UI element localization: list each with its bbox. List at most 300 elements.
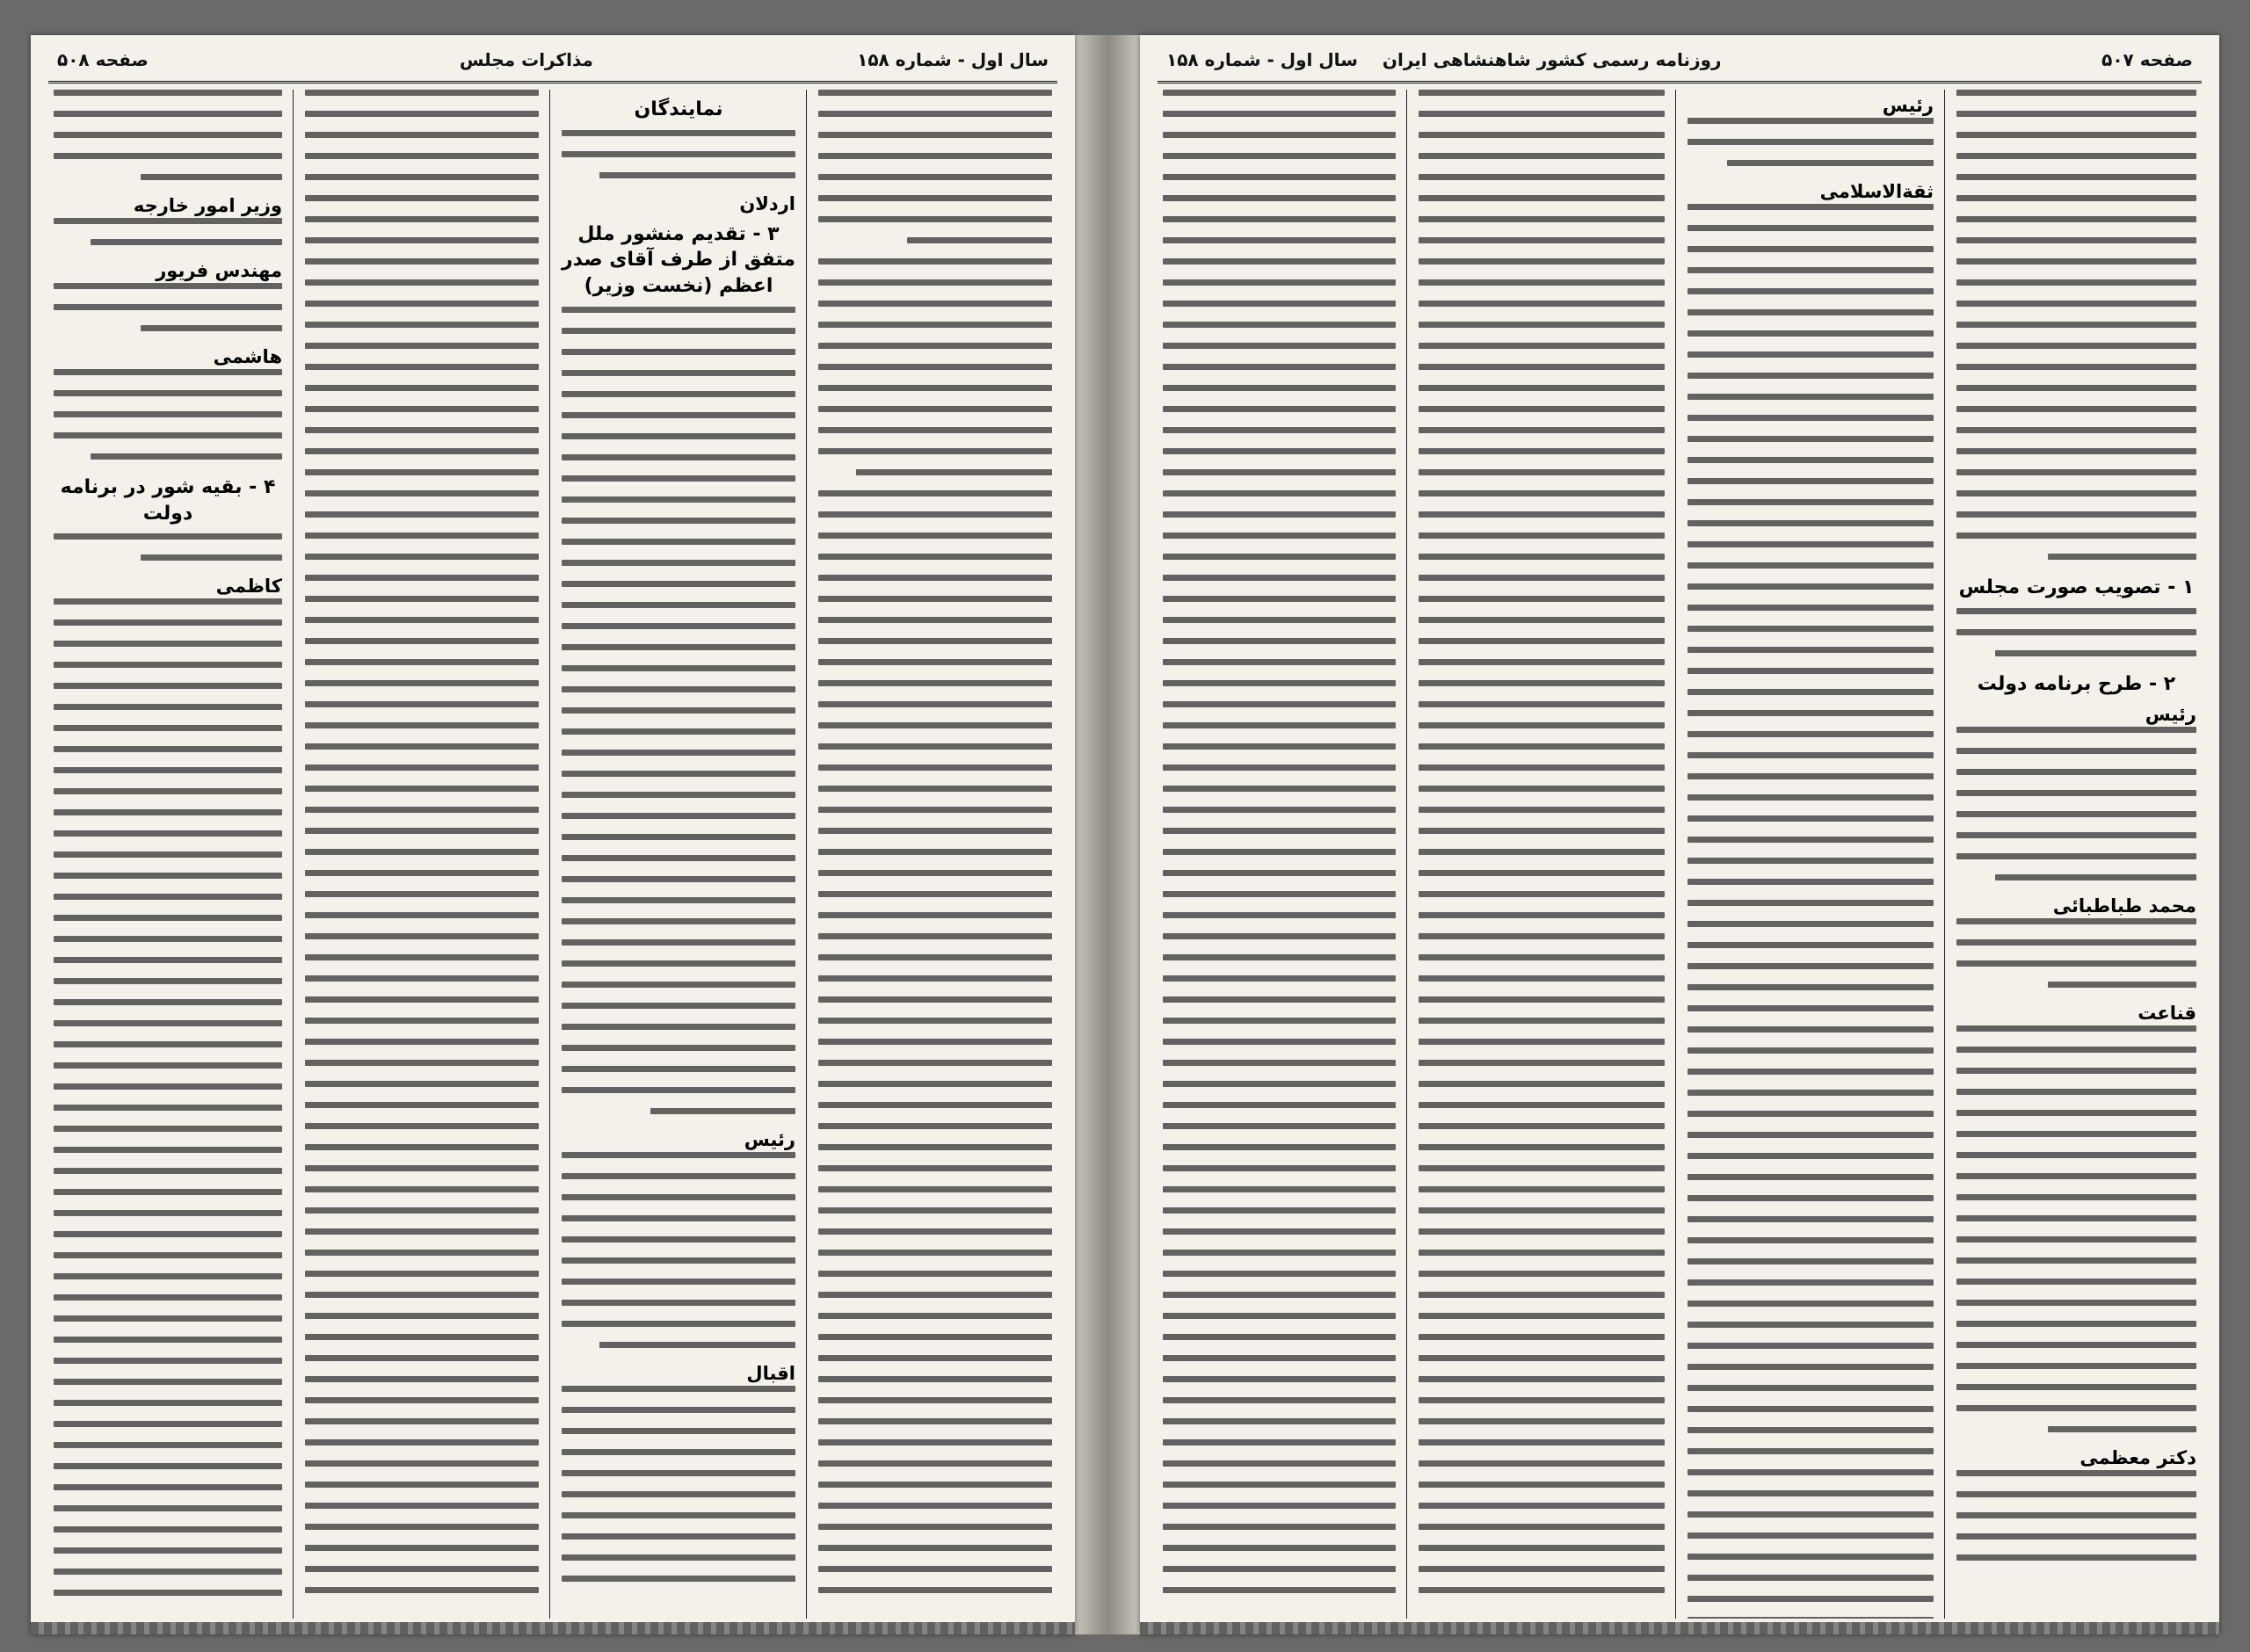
text-line <box>1419 975 1665 982</box>
text-line <box>1163 1545 1396 1551</box>
text-line <box>1419 849 1665 855</box>
text-line <box>1956 1047 2196 1053</box>
text-line <box>1163 743 1396 750</box>
text-line <box>562 1576 795 1582</box>
text-line <box>1956 1512 2196 1518</box>
text-line <box>1419 406 1665 412</box>
text-line <box>54 598 282 605</box>
text-line <box>1163 364 1396 370</box>
text-line <box>1956 769 2196 775</box>
text-line <box>305 385 539 391</box>
text-line <box>54 1379 282 1385</box>
text-block <box>562 307 795 1114</box>
text-line <box>1956 533 2196 539</box>
text-line <box>1956 608 2196 614</box>
text-line <box>562 855 795 861</box>
text-line <box>1163 764 1396 771</box>
text-line <box>1956 1470 2196 1476</box>
text-line <box>54 1062 282 1069</box>
text-line <box>305 364 539 370</box>
text-line <box>1419 1397 1665 1403</box>
text-line <box>562 454 795 460</box>
text-line <box>1688 1469 1934 1475</box>
text-line <box>1163 237 1396 243</box>
speaker-name: اقبال <box>746 1362 795 1384</box>
text-line <box>1163 1102 1396 1108</box>
text-line <box>54 704 282 710</box>
text-line <box>818 1355 1052 1361</box>
text-line <box>599 1342 795 1348</box>
text-line <box>1956 1068 2196 1074</box>
text-line <box>562 433 795 439</box>
text-line <box>1163 596 1396 602</box>
text-line <box>54 369 282 375</box>
text-line <box>818 132 1052 138</box>
text-line <box>1688 773 1934 779</box>
text-line <box>305 701 539 707</box>
text-line <box>1163 1165 1396 1171</box>
text-line <box>562 750 795 756</box>
text-line <box>1688 478 1934 484</box>
text-line <box>818 1545 1052 1551</box>
text-line <box>1956 322 2196 328</box>
text-line <box>1956 727 2196 733</box>
text-line <box>54 978 282 984</box>
text-line <box>562 475 795 482</box>
text-line <box>1688 1364 1934 1370</box>
text-line <box>1688 815 1934 822</box>
text-line <box>818 638 1052 644</box>
text-line <box>54 132 282 138</box>
text-line <box>1419 1018 1665 1024</box>
text-line <box>818 1060 1052 1066</box>
text-block <box>1956 90 2196 560</box>
text-line <box>1419 1418 1665 1424</box>
text-line <box>1727 160 1934 166</box>
text-line <box>562 560 795 566</box>
text-line <box>305 849 539 855</box>
text-line <box>1956 385 2196 391</box>
text-line <box>1688 267 1934 273</box>
right-page <box>1140 35 2219 1634</box>
text-line <box>305 427 539 433</box>
text-line <box>818 1587 1052 1593</box>
speaker-name: قناعت <box>2138 1003 2196 1025</box>
text-block <box>1163 90 1396 1593</box>
text-block <box>1419 90 1665 1593</box>
text-line <box>1163 1439 1396 1446</box>
text-line <box>54 641 282 647</box>
text-line <box>1956 1491 2196 1497</box>
text-line <box>1956 1321 2196 1327</box>
text-line <box>1163 195 1396 201</box>
text-line <box>1956 629 2196 635</box>
text-line <box>305 1334 539 1340</box>
text-line <box>1163 343 1396 349</box>
text-line <box>1688 1174 1934 1180</box>
text-line <box>1688 415 1934 421</box>
text-line <box>818 343 1052 349</box>
text-line <box>1688 668 1934 674</box>
text-line <box>1163 90 1396 96</box>
text-line <box>562 1173 795 1179</box>
text-line <box>305 1397 539 1403</box>
text-line <box>91 239 282 245</box>
text-line <box>1163 406 1396 412</box>
text-line <box>1956 1025 2196 1032</box>
section-heading: ۴ - بقیه شور در برنامه دولت <box>60 476 276 525</box>
text-line <box>1956 1173 2196 1179</box>
speaker-name: مهندس فریور <box>156 260 282 281</box>
text-line <box>1419 343 1665 349</box>
text-line <box>1956 258 2196 264</box>
text-line <box>305 996 539 1003</box>
text-line <box>141 174 282 180</box>
text-line <box>1163 1081 1396 1087</box>
text-line <box>818 996 1052 1003</box>
text-line <box>54 111 282 117</box>
text-line <box>562 1428 795 1434</box>
text-line <box>818 301 1052 307</box>
text-line <box>305 1081 539 1087</box>
text-line <box>1163 469 1396 475</box>
text-line <box>818 1524 1052 1530</box>
text-line <box>1688 858 1934 864</box>
left-running-header <box>48 46 1057 83</box>
text-line <box>1956 511 2196 518</box>
text-line <box>54 1547 282 1554</box>
text-line <box>1419 870 1665 876</box>
text-line <box>305 174 539 180</box>
text-block <box>305 90 539 1593</box>
text-line <box>54 915 282 921</box>
text-line <box>54 432 282 438</box>
text-line <box>1163 153 1396 159</box>
text-line <box>818 1123 1052 1129</box>
text-line <box>1163 891 1396 897</box>
text-line <box>1419 1587 1665 1593</box>
text-line <box>562 1194 795 1200</box>
text-line <box>1688 246 1934 252</box>
text-line <box>1419 1313 1665 1319</box>
text-line <box>1419 722 1665 728</box>
text-line <box>1163 533 1396 539</box>
text-line <box>818 722 1052 728</box>
text-line <box>1688 984 1934 990</box>
text-line <box>1956 748 2196 754</box>
text-line <box>54 1358 282 1364</box>
text-line <box>1163 638 1396 644</box>
text-line <box>562 960 795 967</box>
text-line <box>818 490 1052 496</box>
text-line <box>1419 90 1665 96</box>
text-line <box>305 764 539 771</box>
text-line <box>54 767 282 773</box>
text-line <box>1419 786 1665 792</box>
text-line <box>1419 1144 1665 1150</box>
text-line <box>1688 752 1934 758</box>
text-line <box>1163 617 1396 623</box>
text-line <box>1163 1228 1396 1235</box>
text-line <box>818 1460 1052 1467</box>
text-line <box>305 301 539 307</box>
text-line <box>305 533 539 539</box>
text-line <box>54 1126 282 1132</box>
text-line <box>1956 153 2196 159</box>
text-line <box>305 1313 539 1319</box>
text-line <box>54 1590 282 1596</box>
text-line <box>54 1294 282 1301</box>
text-line <box>562 1300 795 1306</box>
text-line <box>562 623 795 629</box>
text-line <box>562 982 795 988</box>
text-block <box>818 90 1052 1593</box>
text-line <box>1956 364 2196 370</box>
text-line <box>1163 448 1396 454</box>
text-line <box>305 153 539 159</box>
text-line <box>1419 1292 1665 1298</box>
text-line <box>1163 786 1396 792</box>
text-line <box>562 602 795 608</box>
text-line <box>305 575 539 581</box>
text-line <box>1419 511 1665 518</box>
text-line <box>562 1257 795 1264</box>
text-line <box>1956 1131 2196 1137</box>
text-line <box>1956 1215 2196 1221</box>
text-line <box>818 1439 1052 1446</box>
text-line <box>1688 1111 1934 1117</box>
text-line <box>1163 701 1396 707</box>
left-col-2 <box>556 90 801 1619</box>
text-line <box>1163 807 1396 813</box>
text-line <box>1956 174 2196 180</box>
text-line <box>818 1271 1052 1277</box>
speaker-name: رئیس <box>744 1128 795 1150</box>
text-line <box>818 1165 1052 1171</box>
text-line <box>54 830 282 837</box>
text-line <box>818 1482 1052 1488</box>
text-line <box>562 1533 795 1540</box>
text-line <box>818 427 1052 433</box>
text-line <box>54 1083 282 1090</box>
text-line <box>1688 963 1934 969</box>
text-line <box>54 1463 282 1469</box>
text-line <box>305 343 539 349</box>
section-heading: ۲ - طرح برنامه دولت <box>1977 672 2176 695</box>
text-line <box>562 1386 795 1392</box>
text-line <box>1163 1566 1396 1572</box>
text-line <box>305 1165 539 1171</box>
text-line <box>1688 1343 1934 1349</box>
text-line <box>1163 933 1396 939</box>
text-line <box>1956 343 2196 349</box>
text-line <box>54 1337 282 1343</box>
left-issue-label: سال اول - شماره ۱۵۸ <box>857 49 1049 70</box>
text-line <box>1163 1313 1396 1319</box>
text-line <box>1163 427 1396 433</box>
text-line <box>1956 279 2196 286</box>
text-line <box>562 897 795 903</box>
text-line <box>54 1315 282 1322</box>
text-line <box>54 683 282 689</box>
left-col-1 <box>813 90 1057 1619</box>
text-line <box>1419 1482 1665 1488</box>
text-line <box>1419 1271 1665 1277</box>
text-line <box>305 1144 539 1150</box>
text-line <box>54 1526 282 1532</box>
text-line <box>818 1313 1052 1319</box>
text-line <box>305 90 539 96</box>
text-line <box>54 153 282 159</box>
text-line <box>1419 490 1665 496</box>
text-line <box>1956 960 2196 967</box>
text-line <box>1163 1144 1396 1150</box>
text-line <box>1688 457 1934 463</box>
text-line <box>54 1020 282 1026</box>
text-line <box>818 364 1052 370</box>
text-line <box>818 1334 1052 1340</box>
text-line <box>1419 996 1665 1003</box>
text-line <box>1163 385 1396 391</box>
text-line <box>1956 1533 2196 1540</box>
text-line <box>1688 1153 1934 1159</box>
text-line <box>305 1228 539 1235</box>
text-line <box>54 1505 282 1511</box>
text-line <box>305 1018 539 1024</box>
text-line <box>305 975 539 982</box>
text-line <box>1419 828 1665 834</box>
text-line <box>1419 575 1665 581</box>
text-line <box>305 912 539 918</box>
text-line <box>54 809 282 815</box>
text-line <box>305 195 539 201</box>
text-line <box>818 954 1052 960</box>
text-line <box>305 1292 539 1298</box>
text-line <box>856 469 1052 475</box>
text-line <box>818 90 1052 96</box>
text-line <box>1163 1587 1396 1593</box>
text-line <box>1419 1355 1665 1361</box>
text-line <box>818 1292 1052 1298</box>
text-line <box>818 174 1052 180</box>
text-line <box>305 1250 539 1256</box>
text-line <box>1163 1418 1396 1424</box>
text-line <box>562 518 795 524</box>
text-line <box>1956 132 2196 138</box>
text-line <box>1956 1384 2196 1390</box>
text-line <box>305 722 539 728</box>
text-line <box>54 999 282 1005</box>
text-line <box>1956 811 2196 817</box>
text-line <box>818 279 1052 286</box>
text-line <box>562 686 795 692</box>
text-line <box>2048 554 2196 560</box>
text-line <box>54 1400 282 1406</box>
text-line <box>1956 111 2196 117</box>
text-line <box>305 1207 539 1214</box>
speaker-name: دکتر معظمی <box>2079 1447 2196 1469</box>
text-line <box>54 1273 282 1279</box>
text-line <box>1956 301 2196 307</box>
text-line <box>1419 111 1665 117</box>
text-line <box>599 172 795 178</box>
text-line <box>562 1152 795 1158</box>
text-line <box>1163 975 1396 982</box>
speaker-name: رئیس <box>2145 704 2196 726</box>
text-line <box>305 870 539 876</box>
text-line <box>1688 541 1934 547</box>
text-line <box>1163 1039 1396 1045</box>
text-line <box>1163 111 1396 117</box>
text-line <box>1163 1018 1396 1024</box>
text-line <box>1688 1005 1934 1011</box>
text-line <box>818 406 1052 412</box>
text-line <box>305 490 539 496</box>
text-line <box>1688 710 1934 716</box>
text-line <box>1163 954 1396 960</box>
text-line <box>562 792 795 798</box>
text-line <box>1956 469 2196 475</box>
text-line <box>562 918 795 924</box>
text-line <box>1419 680 1665 686</box>
text-line <box>1956 1405 2196 1411</box>
text-line <box>818 533 1052 539</box>
text-line <box>305 786 539 792</box>
text-line <box>562 307 795 313</box>
text-line <box>1163 1207 1396 1214</box>
text-line <box>818 1018 1052 1024</box>
text-line <box>1688 626 1934 632</box>
text-line <box>1419 954 1665 960</box>
text-line <box>1163 301 1396 307</box>
text-line <box>1688 1301 1934 1307</box>
scan-edge <box>1140 1622 2219 1634</box>
text-line <box>818 912 1052 918</box>
text-line <box>818 153 1052 159</box>
text-line <box>1995 874 2196 880</box>
text-line <box>305 1355 539 1361</box>
text-line <box>1163 680 1396 686</box>
left-section-title: مذاکرات مجلس <box>459 49 593 70</box>
text-line <box>54 1484 282 1490</box>
text-line <box>1956 1554 2196 1561</box>
text-line <box>562 876 795 882</box>
right-col-1 <box>1951 90 2202 1619</box>
text-line <box>1163 1460 1396 1467</box>
text-line <box>650 1108 795 1114</box>
text-line <box>1688 351 1934 358</box>
text-line <box>54 1210 282 1216</box>
text-line <box>1419 638 1665 644</box>
text-line <box>305 743 539 750</box>
text-line <box>1419 195 1665 201</box>
section-heading: نمایندگان <box>634 98 723 120</box>
text-line <box>818 385 1052 391</box>
text-line <box>305 111 539 117</box>
text-line <box>818 828 1052 834</box>
text-line <box>1688 1090 1934 1096</box>
text-line <box>1956 939 2196 946</box>
text-line <box>54 620 282 626</box>
text-line <box>1688 731 1934 737</box>
text-line <box>818 743 1052 750</box>
text-line <box>562 1279 795 1285</box>
text-line <box>562 496 795 503</box>
text-line <box>54 1189 282 1195</box>
text-line <box>305 406 539 412</box>
text-line <box>562 834 795 840</box>
speaker-name: وزیر امور خارجه <box>133 195 282 216</box>
